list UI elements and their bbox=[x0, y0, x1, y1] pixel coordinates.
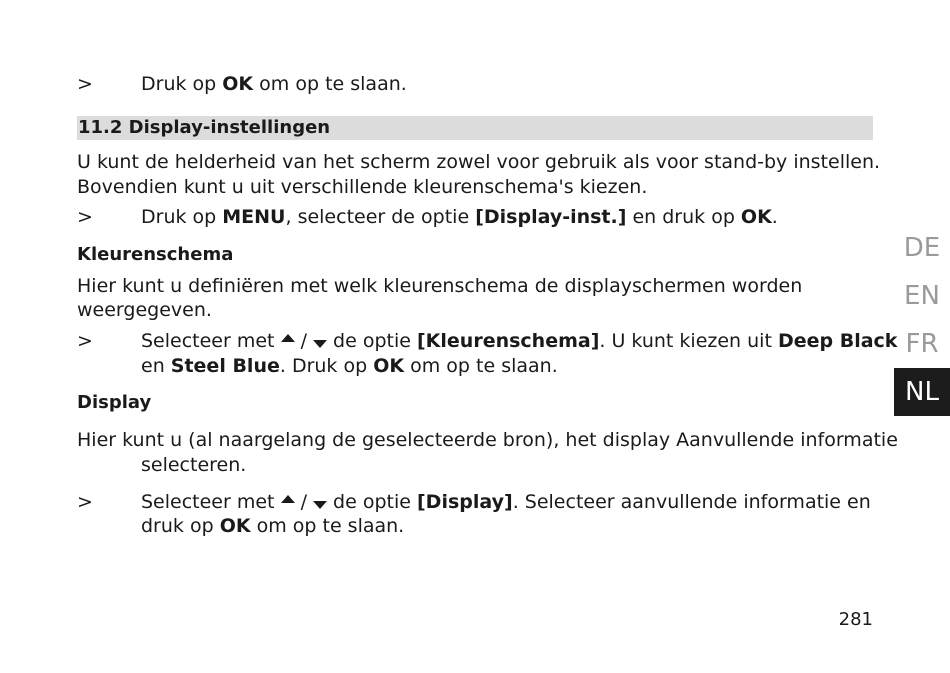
arrow-down-icon bbox=[313, 340, 327, 348]
step-color-scheme-line-1: Selecteer met / de optie [Kleurenschema]. U kunt kiezen uit Deep Black bbox=[141, 330, 898, 352]
language-tab-fr[interactable]: FR bbox=[905, 329, 939, 359]
language-tabs bbox=[894, 224, 950, 416]
language-tab-nl[interactable]: NL bbox=[894, 368, 950, 416]
step-display-line-1: Selecteer met / de optie [Display]. Selecteer aanvullende informatie en bbox=[141, 491, 871, 513]
intro-text-line-1: U kunt de helderheid van het scherm zowel voor gebruik als voor stand-by instellen. bbox=[77, 151, 881, 173]
step-menu: Druk op MENU, selecteer de optie [Display-inst.] en druk op OK. bbox=[141, 206, 778, 228]
subheading-kleurenschema: Kleurenschema bbox=[77, 244, 234, 265]
page-number: 281 bbox=[838, 609, 873, 630]
step-color-scheme-line-2: en Steel Blue. Druk op OK om op te slaan. bbox=[141, 355, 558, 377]
step-marker: > bbox=[77, 491, 93, 513]
section-heading-bar bbox=[77, 116, 873, 140]
step-display-line-2: druk op OK om op te slaan. bbox=[141, 515, 405, 537]
arrow-up-icon bbox=[281, 495, 295, 503]
display-text-line-2: selecteren. bbox=[141, 454, 247, 476]
subheading-display: Display bbox=[77, 392, 152, 413]
step-marker: > bbox=[77, 206, 93, 228]
kleurenschema-text-line-1: Hier kunt u definiëren met welk kleurenschema de displayschermen worden bbox=[77, 275, 803, 297]
arrow-up-icon bbox=[281, 334, 295, 342]
step-marker: > bbox=[77, 73, 93, 95]
display-text-line-1: Hier kunt u (al naargelang de geselecteerde bron), het display Aanvullende informatie bbox=[77, 429, 898, 451]
section-heading: 11.2 Display-instellingen bbox=[78, 117, 331, 138]
language-tab-de[interactable]: DE bbox=[903, 233, 941, 263]
arrow-down-icon bbox=[313, 501, 327, 509]
language-tab-en[interactable]: EN bbox=[904, 281, 940, 311]
kleurenschema-text-line-2: weergegeven. bbox=[77, 299, 212, 321]
step-marker: > bbox=[77, 330, 93, 352]
intro-text-line-2: Bovendien kunt u uit verschillende kleurenschema's kiezen. bbox=[77, 176, 648, 198]
step-save: Druk op OK om op te slaan. bbox=[141, 73, 407, 95]
